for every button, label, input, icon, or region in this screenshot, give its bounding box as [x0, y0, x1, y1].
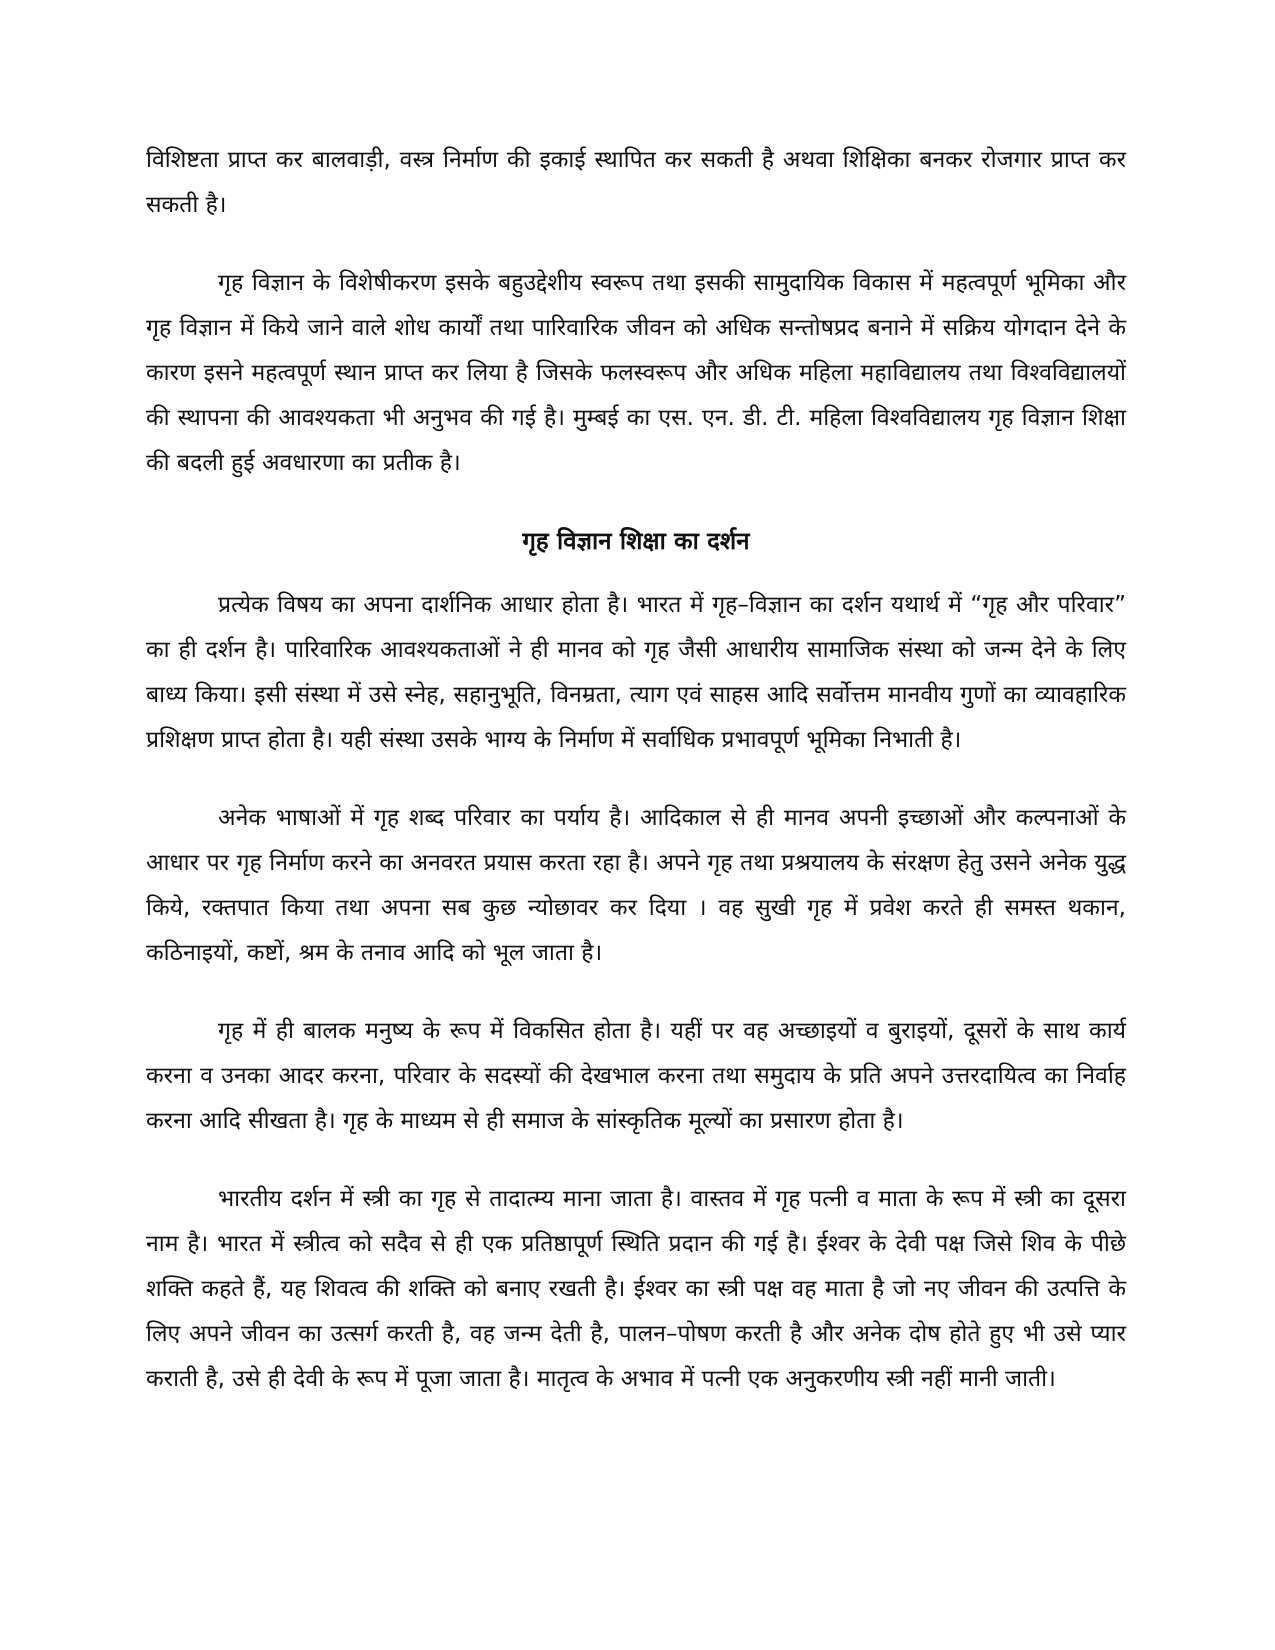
paragraph-philosophy: प्रत्येक विषय का अपना दार्शनिक आधार होता है। भारत में गृह–विज्ञान का दर्शन यथार्थ में “गृह और परिवार” का ही दर्शन है। पारिवारिक आवश्यकताओं ने ही मानव को गृह जैसी आधारीय सामाजिक संस्था को जन्म देने के लिए बाध्य किया। इसी संस्था में उसे स्नेह, सहानुभूति, विनम्रता, त्याग एवं साहस आदि सर्वोत्तम मानवीय गुणों का व्यावहारिक प्रशिक्षण प्राप्त होता है। यही संस्था उसके भाग्य के निर्माण में सर्वाधिक प्रभावपूर्ण भूमिका निभाती है।	[146, 592, 1126, 753]
document-page	[146, 138, 1126, 1435]
paragraph-child-development: गृह में ही बालक मनुष्य के रूप में विकसित होता है। यहीं पर वह अच्छाइयों व बुराइयों, दूसरों के साथ कार्य करना व उनका आदर करना, परिवार के सदस्यों की देखभाल करना तथा समुदाय के प्रति अपने उत्तरदायित्व का निर्वाह करना आदि सीखता है। गृह के माध्यम से ही समाज के सांस्कृतिक मूल्यों का प्रसारण होता है।	[146, 1018, 1126, 1134]
section-heading: गृह विज्ञान शिक्षा का दर्शन	[522, 527, 750, 555]
paragraph-specialization: गृह विज्ञान के विशेषीकरण इसके बहुउद्देशीय स्वरूप तथा इसकी सामुदायिक विकास में महत्वपूर्ण भूमिका और गृह विज्ञान में किये जाने वाले शोध कार्यों तथा पारिवारिक जीवन को अधिक सन्तोषप्रद बनाने में सक्रिय योगदान देने के कारण इसने महत्वपूर्ण स्थान प्राप्त कर लिया है जिसके फलस्वरूप और अधिक महिला महाविद्यालय तथा विश्वविद्यालयों की स्थापना की आवश्यकता भी अनुभव की गई है। मुम्बई का एस. एन. डी. टी. महिला विश्वविद्यालय गृह विज्ञान शिक्षा की बदली हुई अवधारणा का प्रतीक है।	[146, 270, 1126, 476]
paragraph-continuation: विशिष्टता प्राप्त कर बालवाड़ी, वस्त्र निर्माण की इकाई स्थापित कर सकती है अथवा शिक्षिका बनकर रोजगार प्राप्त कर सकती है।	[146, 147, 1126, 218]
paragraph-home-family: अनेक भाषाओं में गृह शब्द परिवार का पर्याय है। आदिकाल से ही मानव अपनी इच्छाओं और कल्पनाओं के आधार पर गृह निर्माण करने का अनवरत प्रयास करता रहा है। अपने गृह तथा प्रश्रयालय के संरक्षण हेतु उसने अनेक युद्ध किये, रक्तपात किया तथा अपना सब कुछ न्योछावर कर दिया । वह सुखी गृह में प्रवेश करते ही समस्त थकान, कठिनाइयों, कष्टों, श्रम के तनाव आदि को भूल जाता है।	[146, 805, 1126, 966]
paragraph-indian-philosophy-woman: भारतीय दर्शन में स्त्री का गृह से तादात्म्य माना जाता है। वास्तव में गृह पत्नी व माता के रूप में स्त्री का दूसरा नाम है। भारत में स्त्रीत्व को सदैव से ही एक प्रतिष्ठापूर्ण स्थिति प्रदान की गई है। ईश्वर के देवी पक्ष जिसे शिव के पीछे शक्ति कहते हैं, यह शिवत्व की शक्ति को बनाए रखती है। ईश्वर का स्त्री पक्ष वह माता है जो नए जीवन की उत्पत्ति के लिए अपने जीवन का उत्सर्ग करती है, वह जन्म देती है, पालन–पोषण करती है और अनेक दोष होते हुए भी उसे प्यार कराती है, उसे ही देवी के रूप में पूजा जाता है। मातृत्व के अभाव में पत्नी एक अनुकरणीय स्त्री नहीं मानी जाती।	[146, 1186, 1126, 1392]
